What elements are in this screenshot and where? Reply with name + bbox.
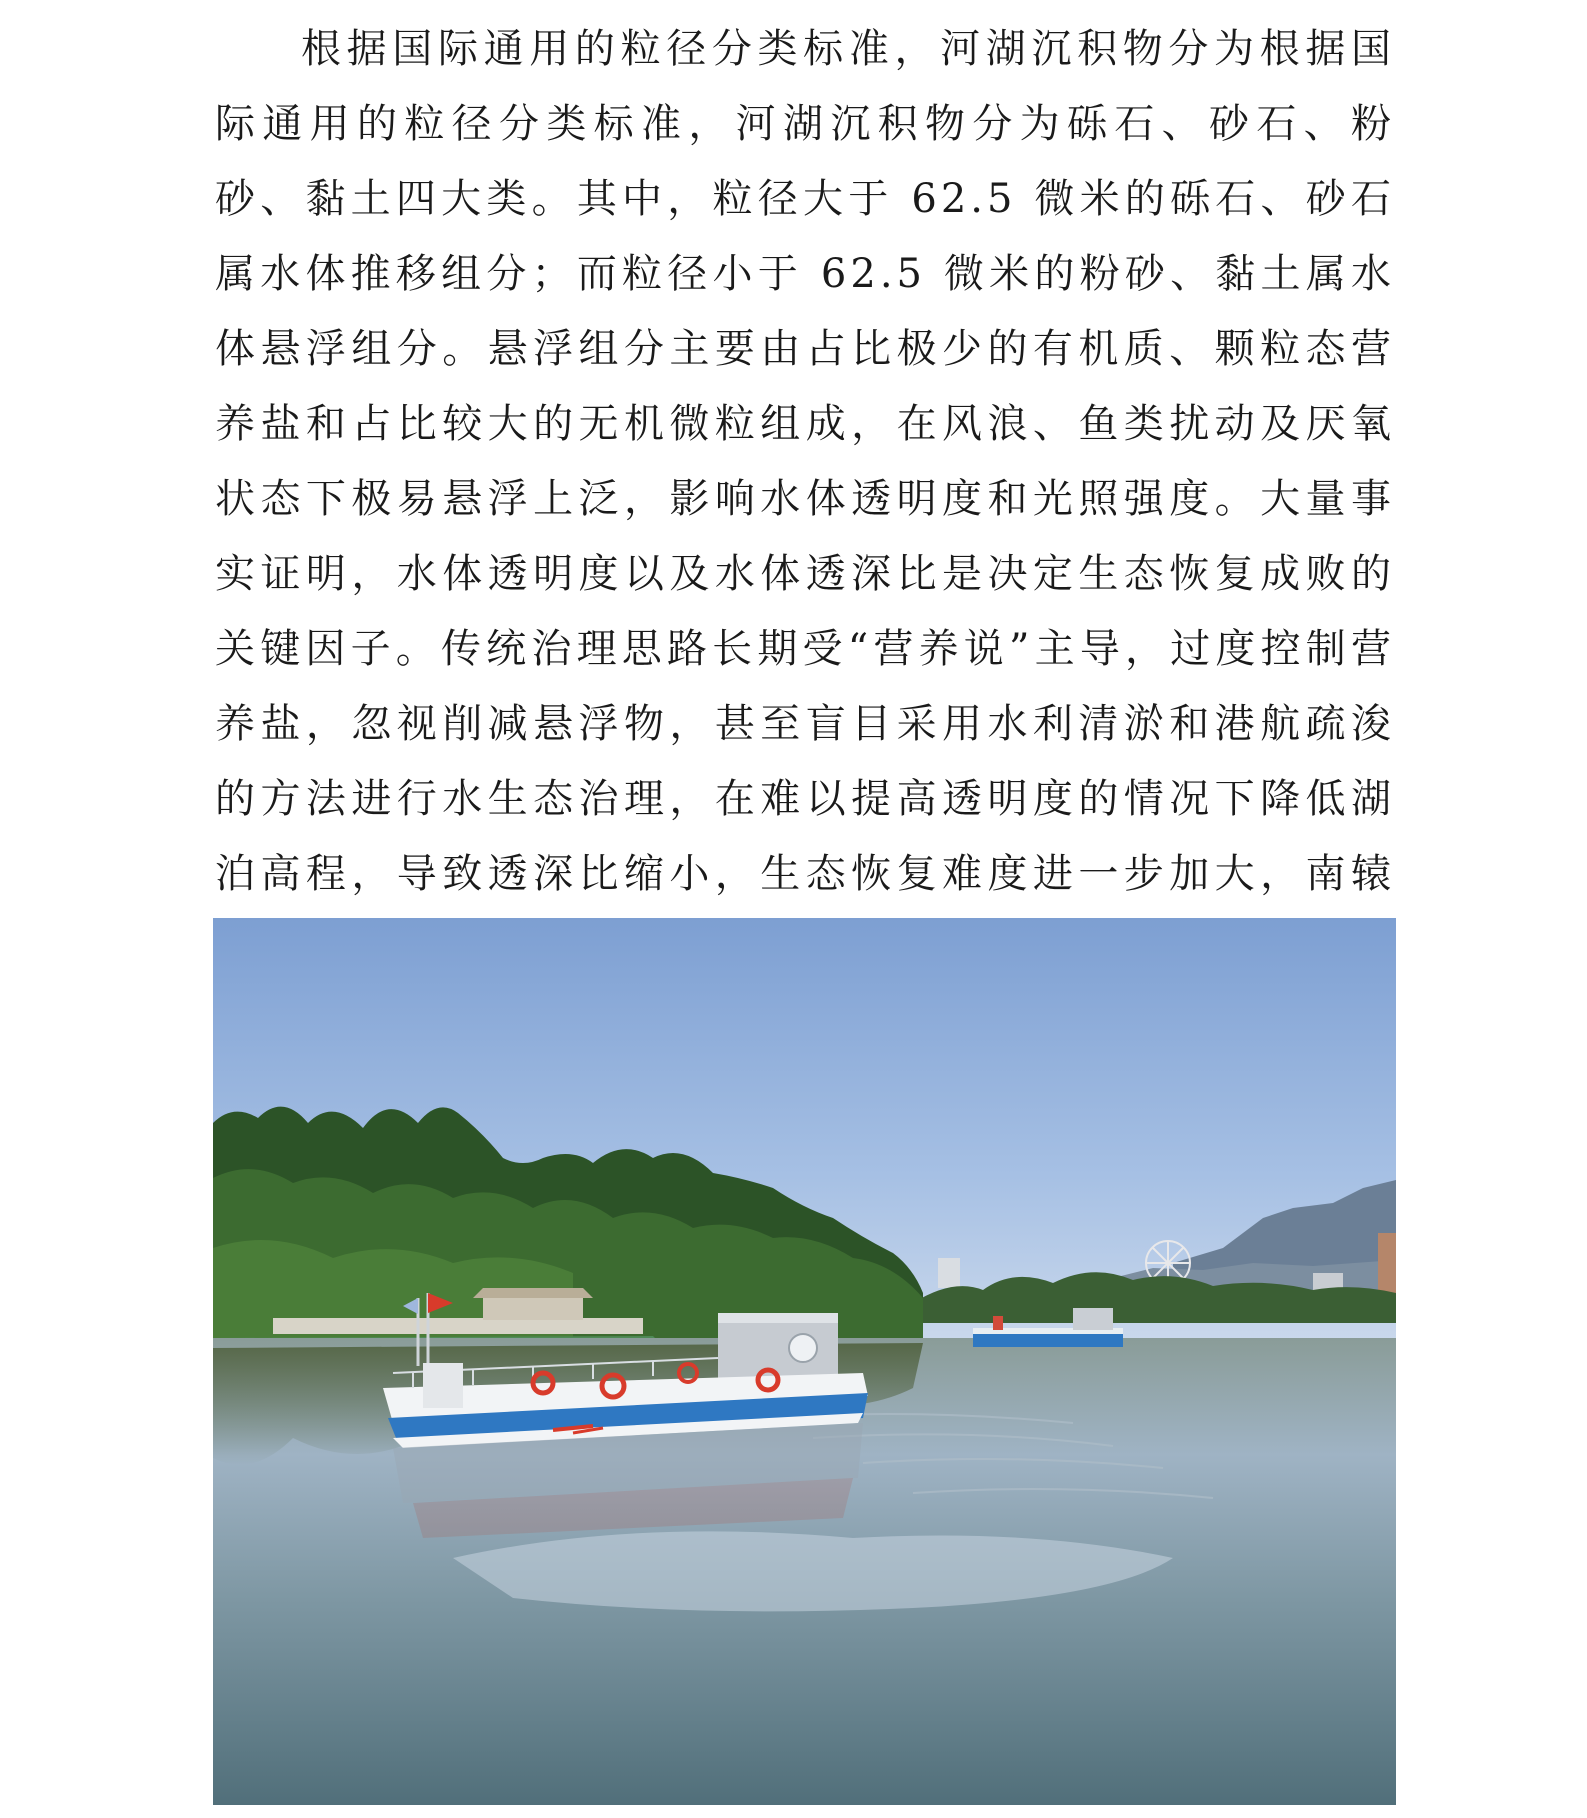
article-paragraph: 根据国际通用的粒径分类标准，河湖沉积物分为根据国际通用的粒径分类标准，河湖沉积物分为砾石、砂石、粉砂、黏土四大类。其中，粒径大于 62.5 微米的砾石、砂石属水体推移组分；而粒径小于 62.5 微米的粉砂、黏土属水体悬浮组分。悬浮组分主要由占比极少的有机质、颗粒态营养盐和占比较大的无机微粒组成，在风浪、鱼类扰动及厌氧状态下极易悬浮上泛，影响水体透明度和光照强度。大量事实证明，水体透明度以及水体透深比是决定生态恢复成败的关键因子。传统治理思路长期受“营养说”主导，过度控制营养盐，忽视削减悬浮物，甚至盲目采用水利清淤和港航疏浚的方法进行水生态治理，在难以提高透明度的情况下降低湖泊高程，导致透深比缩小，生态恢复难度进一步加大，南辕 (215, 26, 1395, 897)
lake-photo (213, 918, 1396, 1805)
